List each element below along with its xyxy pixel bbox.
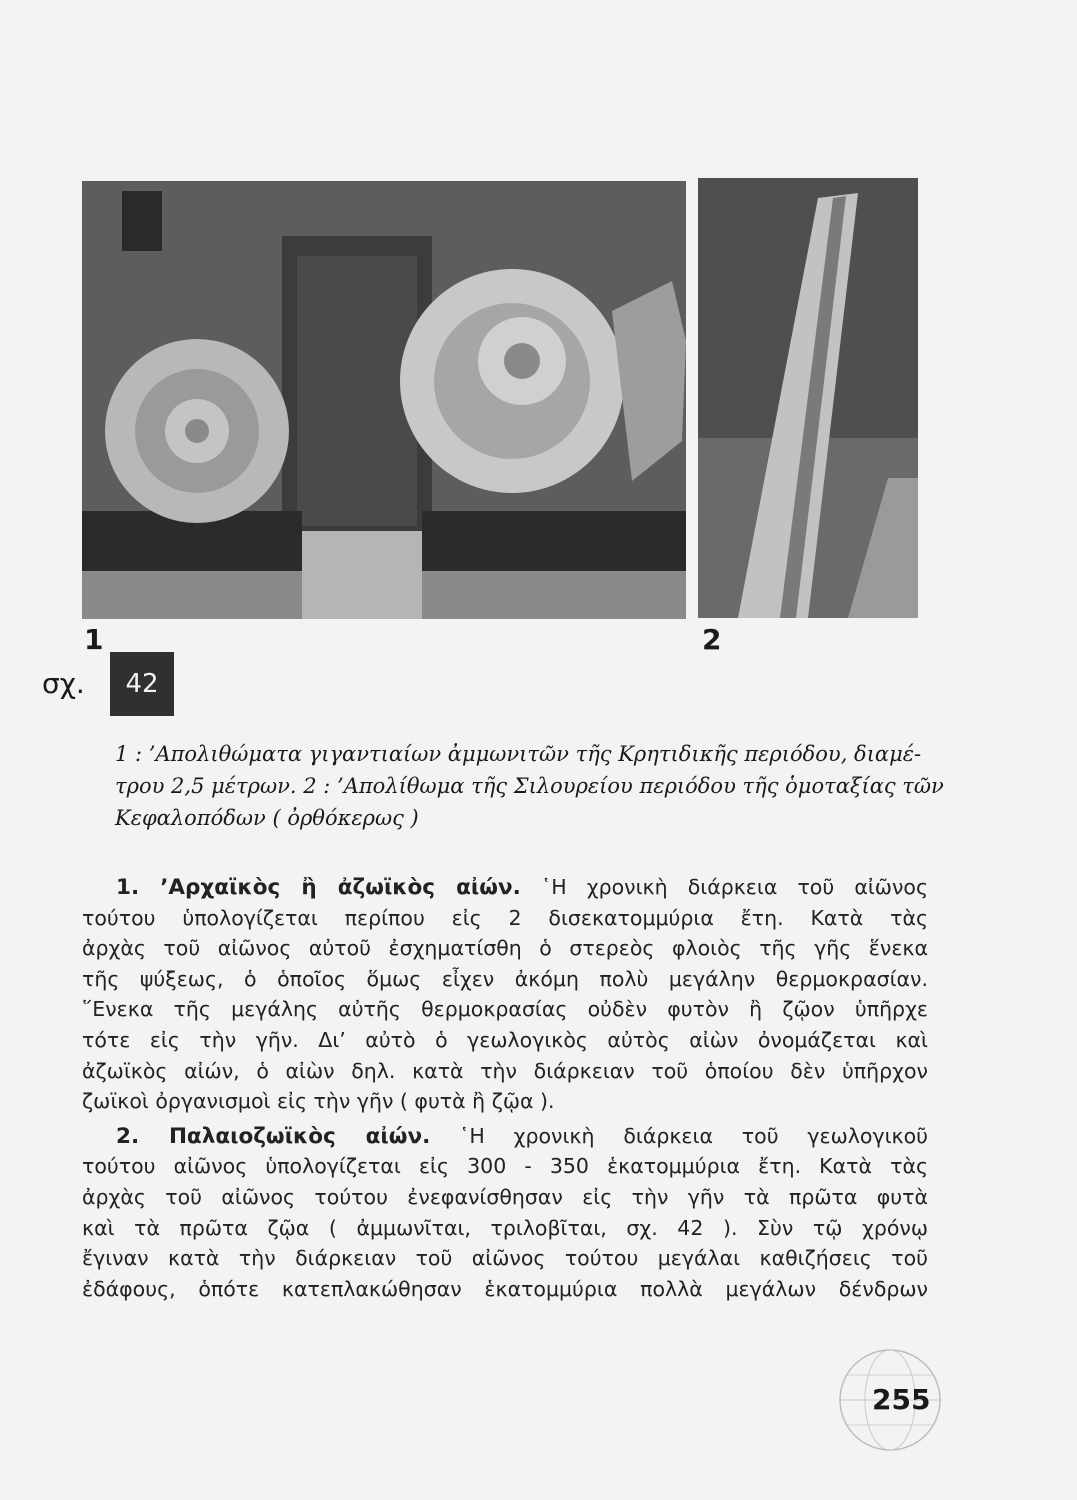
text-line: ἐδάφους, ὁπότε κατεπλακώθησαν ἑκατομμύρια πολλὰ μεγάλων δένδρων <box>82 1276 928 1301</box>
text-line: τότε εἰς τὴν γῆν. Δι’ αὐτὸ ὁ γεωλογικὸς αὐτὸς αἰὼν ὀνομάζεται καὶ <box>82 1027 928 1052</box>
text-line: τούτου αἰῶνος ὑπολογίζεται εἰς 300 - 350 ἑκατομμύρια ἔτη. Κατὰ τὰς <box>82 1154 928 1179</box>
body-text <box>82 872 928 1304</box>
text-line: ῞Ενεκα τῆς μεγάλης αὐτῆς θερμοκρασίας οὐδὲν φυτὸν ἢ ζῷον ὑπῆρχε <box>82 997 928 1022</box>
text-line: καὶ τὰ πρῶτα ζῷα ( ἀμμωνῖται, τριλοβῖται, σχ. 42 ). Σὺν τῷ χρόνῳ <box>82 1215 928 1240</box>
figure-caption <box>115 738 944 834</box>
photo-label-1: 1 <box>84 623 104 656</box>
orthoceras-photo <box>698 178 918 618</box>
text-line: ἀζωϊκὸς αἰών, ὁ αἰὼν δηλ. κατὰ τὴν διάρκειαν τοῦ ὁποίου δὲν ὑπῆρχον <box>82 1058 928 1083</box>
text-line: ἀρχὰς τοῦ αἰῶνος αὐτοῦ ἐσχηματίσθη ὁ στερεὸς φλοιὸς τῆς γῆς ἕνεκα <box>82 936 928 961</box>
text-line: ἔγιναν κατὰ τὴν διάρκειαν τοῦ αἰῶνος τούτου μεγάλαι καθιζήσεις τοῦ <box>82 1246 928 1271</box>
caption-line: 1 : ’Απολιθώματα γιγαντιαίων ἀμμωνιτῶν τῆς Κρητιδικῆς περιόδου, διαμέ- <box>115 742 922 766</box>
section-1-first-line-text: ῾Η χρονικὴ διάρκεια τοῦ αἰῶνος <box>540 875 928 899</box>
page-number: 255 <box>872 1383 931 1416</box>
section-2-first-line-text: ῾Η χρονικὴ διάρκεια τοῦ γεωλογικοῦ <box>459 1123 929 1148</box>
section-1-first-line <box>82 872 928 903</box>
caption-line: τρου 2,5 μέτρων. 2 : ’Απολίθωμα τῆς Σιλουρείου περιόδου τῆς ὁμοταξίας τῶν <box>115 774 944 798</box>
text-line: τούτου ὑπολογίζεται περίπου εἰς 2 δισεκατομμύρια ἔτη. Κατὰ τὰς <box>82 905 928 930</box>
section-2-heading: 2. Παλαιοζωϊκὸς αἰών. <box>116 1123 431 1149</box>
ammonites-photo <box>82 181 686 619</box>
text-line: ζωϊκοὶ ὀργανισμοὶ εἰς τὴν γῆν ( φυτὰ ἢ ζῷα ). <box>82 1089 555 1114</box>
photo-label-2: 2 <box>702 623 722 656</box>
section-2-first-line <box>82 1121 928 1152</box>
caption-line: Κεφαλοπόδων ( ὀρθόκερως ) <box>115 806 419 830</box>
text-line: τῆς ψύξεως, ὁ ὁποῖος ὅμως εἶχεν ἀκόμη πολὺ μεγάλην θερμοκρασίαν. <box>82 966 928 991</box>
figure-number-badge: 42 <box>110 652 174 716</box>
section-1-heading: 1. ’Αρχαϊκὸς ἢ ἀζωϊκὸς αἰών. <box>116 875 521 900</box>
text-line: ἀρχὰς τοῦ αἰῶνος τούτου ἐνεφανίσθησαν εἰς τὴν γῆν τὰ πρῶτα φυτὰ <box>82 1184 928 1209</box>
figure-prefix: σχ. <box>42 667 85 700</box>
